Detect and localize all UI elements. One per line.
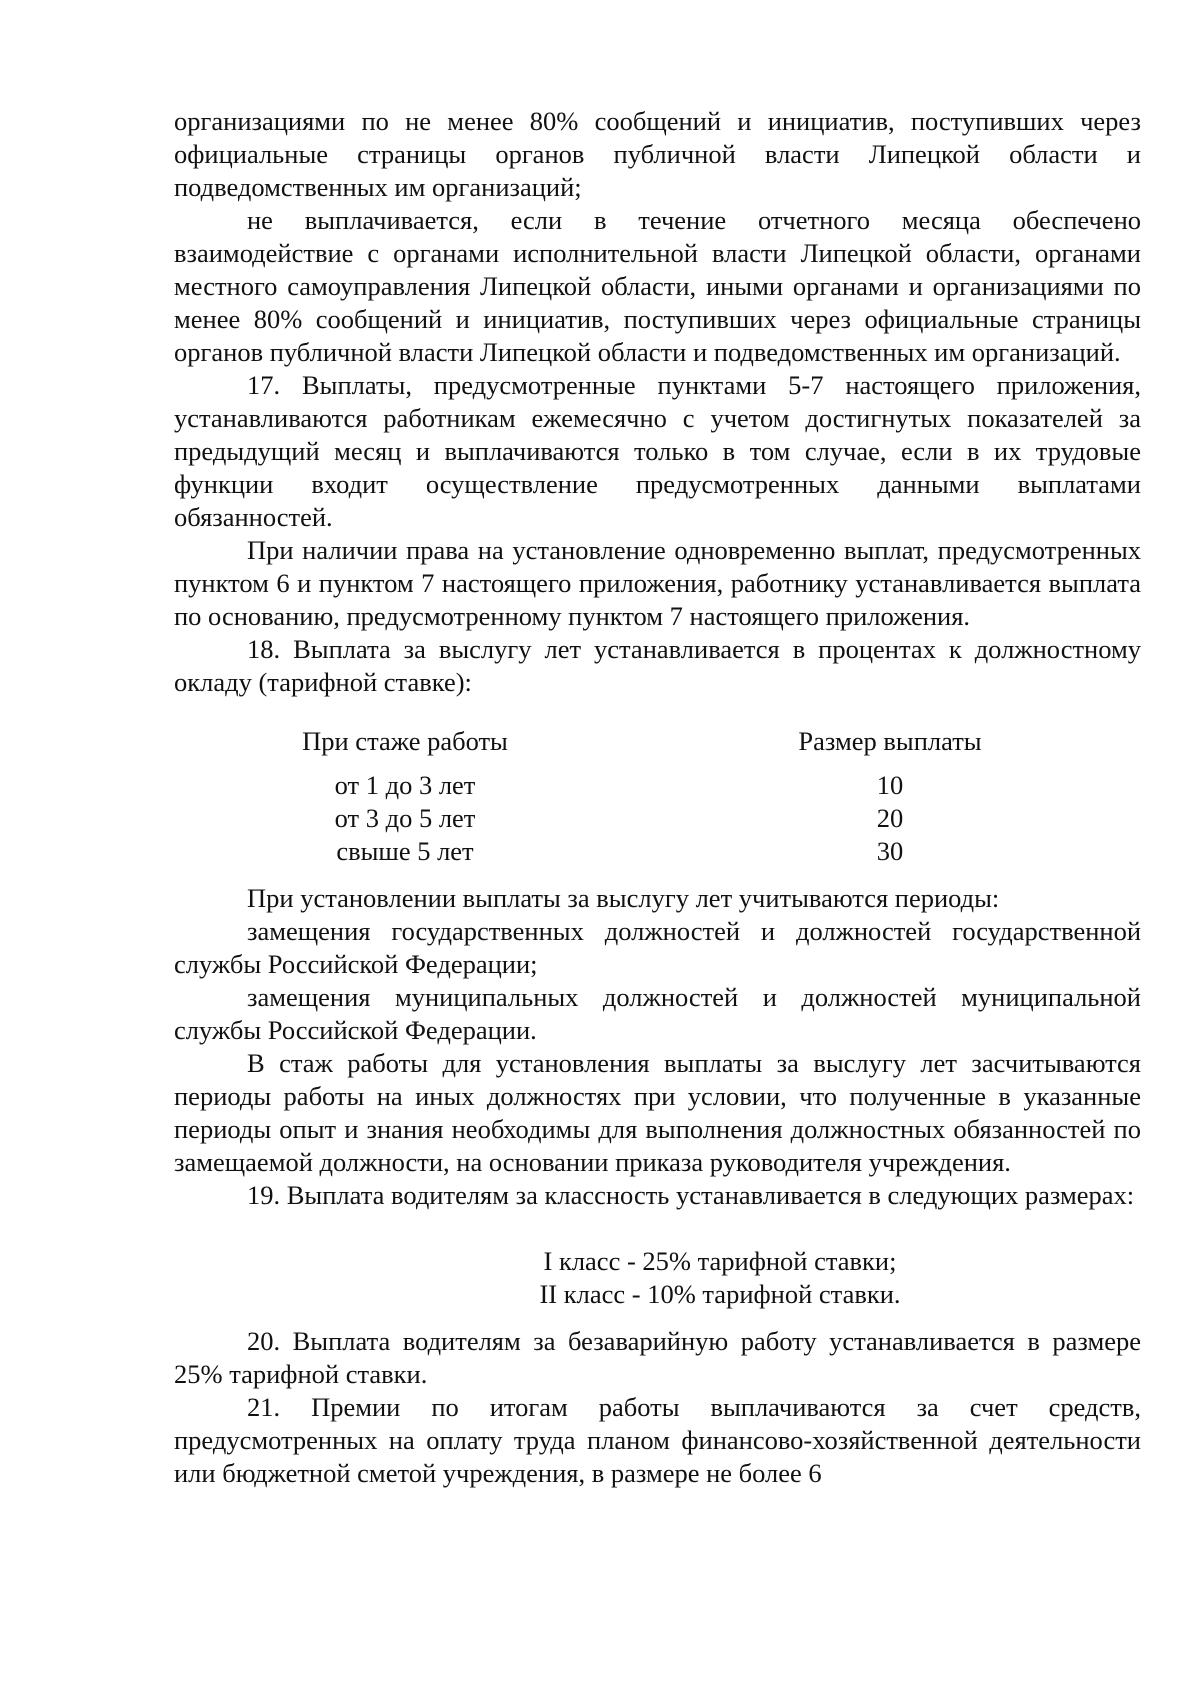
paragraph-periods: При установлении выплаты за выслугу лет учитываются периоды: — [247, 883, 1000, 913]
paragraph-state-positions: замещения государственных должностей и должностей государственной службы Российской Федерации; — [174, 916, 1141, 979]
table-row — [0, 769, 1200, 802]
table-cell-value: 30 — [876, 836, 904, 866]
table-header — [0, 725, 1200, 758]
table-row — [0, 835, 1200, 868]
table-cell-value: 10 — [876, 770, 904, 800]
paragraph-not-paid: не выплачивается, если в течение отчетного месяца обеспечено взаимодействие с органами исполнительной власти Липецкой области, органами местного самоуправления Липецкой области, иными органами и организациями по менее 80% сообщений и инициатив, поступивших через официальные страницы органов публичной власти Липецкой области и подведомственных им организаций. — [174, 205, 1141, 367]
paragraph-continuation: организациями по не менее 80% сообщений и инициатив, поступивших через официальные страницы органов публичной власти Липецкой области и подведомственных им организаций; — [174, 106, 1141, 202]
paragraph-17: 17. Выплаты, предусмотренные пунктами 5-7 настоящего приложения, устанавливаются работникам ежемесячно с учетом достигнутых показателей за предыдущий месяц и выплачиваются только в том случае, если в их трудовые функции входит осуществление предусмотренных данными выплатами обязанностей. — [174, 370, 1141, 532]
paragraph-21: 21. Премии по итогам работы выплачиваются за счет средств, предусмотренных на оплату труда планом финансово-хозяйственной деятельности или бюджетной сметой учреждения, в размере не более 6 — [174, 1392, 1141, 1488]
table-cell-period: от 1 до 3 лет — [334, 770, 476, 800]
class-line-text: II класс - 10% тарифной ставки. — [539, 1279, 901, 1309]
table-cell-value: 20 — [876, 803, 904, 833]
class-line-text: I класс - 25% тарифной ставки; — [543, 1246, 897, 1276]
class-line-1 — [300, 1245, 1140, 1278]
table-row — [0, 802, 1200, 835]
paragraph-20: 20. Выплата водителям за безаварийную работу устанавливается в размере 25% тарифной ставки. — [174, 1326, 1141, 1389]
table-cell-period: свыше 5 лет — [336, 836, 474, 866]
table-header-period: При стаже работы — [302, 726, 508, 756]
paragraph-18: 18. Выплата за выслугу лет устанавливается в процентах к должностному окладу (тарифной ставке): — [174, 634, 1141, 697]
paragraph-other-positions: В стаж работы для установления выплаты за выслугу лет засчитываются периоды работы на иных должностях при условии, что полученные в указанные периоды опыт и знания необходимы для выполнения должностных обязанностей по замещаемой должности, на основании приказа руководителя учреждения. — [174, 1048, 1141, 1177]
class-line-2 — [300, 1278, 1140, 1311]
paragraph-17-overlap: При наличии права на установление одновременно выплат, предусмотренных пунктом 6 и пунктом 7 настоящего приложения, работнику устанавливается выплата по основанию, предусмотренному пунктом 7 настоящего приложения. — [174, 535, 1141, 631]
text-block-middle — [174, 882, 1141, 1212]
paragraph-municipal-positions: замещения муниципальных должностей и должностей муниципальной службы Российской Федерации. — [174, 982, 1141, 1045]
table-header-value: Размер выплаты — [798, 726, 982, 756]
table-cell-period: от 3 до 5 лет — [334, 803, 476, 833]
paragraph-19: 19. Выплата водителям за классность устанавливается в следующих размерах: — [247, 1180, 1135, 1210]
text-block-bottom — [174, 1325, 1141, 1490]
text-block-top — [174, 105, 1141, 699]
